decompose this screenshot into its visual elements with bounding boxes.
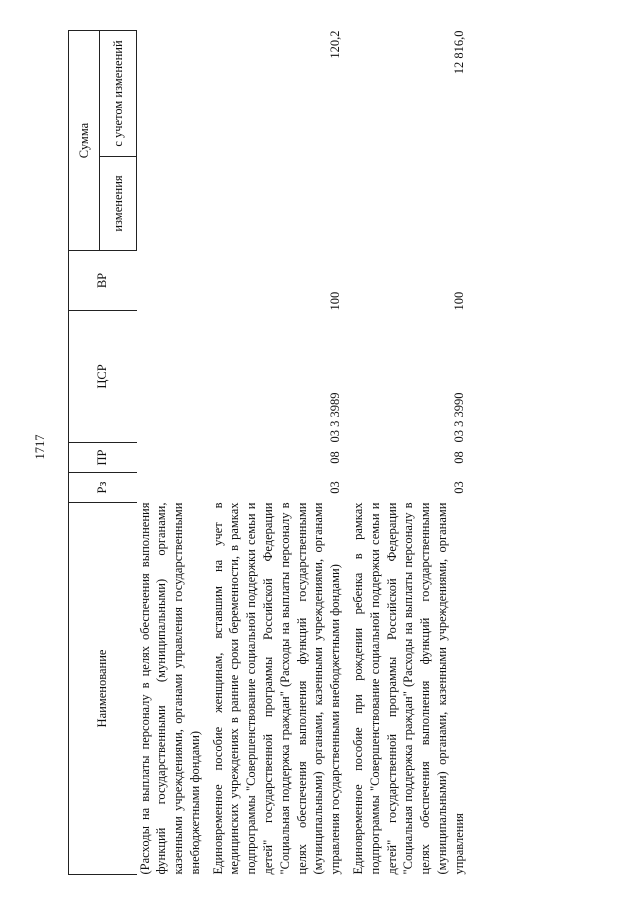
row-name bbox=[344, 503, 468, 875]
row-name bbox=[204, 503, 344, 875]
row-csr: 03 3 3989 bbox=[328, 392, 343, 443]
row-csr: 03 3 3990 bbox=[451, 392, 466, 443]
table-row bbox=[137, 31, 204, 875]
row-rz: 03 bbox=[328, 481, 343, 494]
row-name-text: Единовременное пособие при рождении ребенка в рамках подпрограммы "Совершенствование социальной поддержки семьи и детей" государственной программы Российской Федерации "Социальная поддержка граждан" (Расходы на выплаты персоналу в целях обеспечения выполнения функций государственными (муниципальными) органами, казенными учреждениями, органами управления bbox=[351, 502, 466, 875]
row-pr: 08 bbox=[451, 451, 466, 464]
row-changes bbox=[344, 157, 468, 251]
header-row bbox=[69, 31, 100, 875]
row-rz: 03 bbox=[451, 481, 466, 494]
row-pr: 08 bbox=[328, 451, 343, 464]
header-with-changes: с учетом изменений bbox=[100, 31, 137, 157]
row-changes bbox=[204, 157, 344, 251]
row-name bbox=[137, 503, 204, 875]
header-sum: Сумма bbox=[69, 31, 100, 251]
header-changes: изменения bbox=[100, 157, 137, 251]
header-pr: ПР bbox=[69, 443, 137, 473]
table-row bbox=[344, 31, 468, 875]
header-rz: Рз bbox=[69, 473, 137, 503]
row-name-text: (Расходы на выплаты персоналу в целях обеспечения выполнения функций государственными (муниципальными) органами, казенными учреждениями, органами управления государственными внебюджетными фондами) bbox=[137, 502, 202, 875]
row-vr: 100 bbox=[328, 291, 343, 311]
page-number: 1717 bbox=[33, 434, 47, 460]
row-with-changes: 120,2 bbox=[328, 30, 343, 59]
table-row bbox=[204, 31, 344, 875]
row-with-changes bbox=[137, 31, 204, 157]
row-rz bbox=[137, 473, 204, 503]
row-csr bbox=[137, 311, 204, 443]
row-name-text: Единовременное пособие женщинам, вставшим на учет в медицинских учреждениях в ранние сроки беременности, в рамках подпрограммы "Совершенствование социальной поддержки семьи и детей" государственной программы Российской Федерации "Социальная поддержка граждан" (Расходы на выплаты персоналу в целях обеспечения выполнения функций государственными (муниципальными) органами, казенными учреждениями, органами управления государственными внебюджетными фондами) bbox=[210, 502, 343, 875]
budget-table bbox=[68, 30, 468, 875]
header-name: Наименование bbox=[69, 503, 137, 875]
header-vr: ВР bbox=[69, 251, 137, 311]
row-vr: 100 bbox=[451, 291, 466, 311]
row-changes bbox=[137, 157, 204, 251]
row-with-changes: 12 816,0 bbox=[451, 30, 466, 75]
row-vr bbox=[137, 251, 204, 311]
row-pr bbox=[137, 443, 204, 473]
header-csr: ЦСР bbox=[69, 311, 137, 443]
